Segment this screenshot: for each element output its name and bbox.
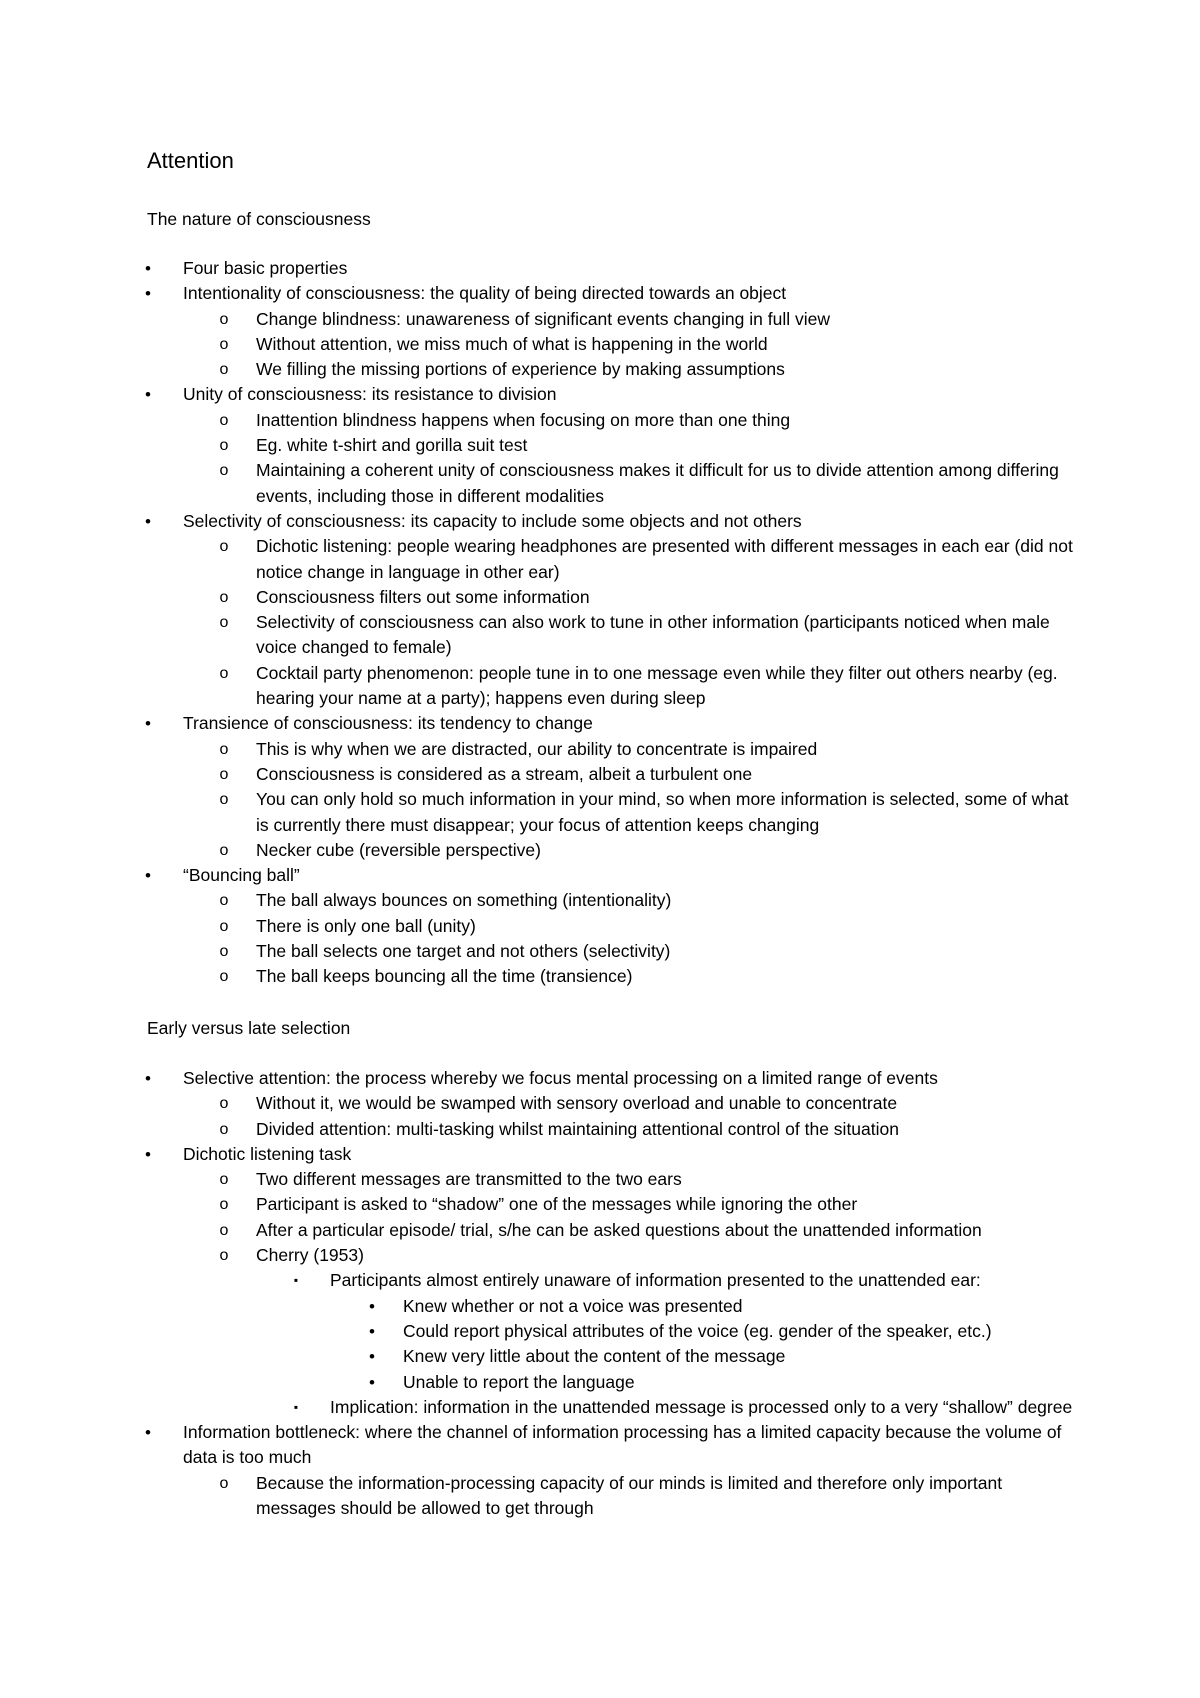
list-item-level-2 bbox=[0, 661, 1200, 712]
bullet-marker-icon: • bbox=[145, 1423, 151, 1443]
list-item-text: Without attention, we miss much of what is happening in the world bbox=[256, 333, 768, 354]
list-item-level-2 bbox=[0, 787, 1200, 838]
list-item-level-2 bbox=[0, 307, 1200, 332]
circle-marker-icon: o bbox=[219, 411, 229, 429]
list-item-text: Cherry (1953) bbox=[256, 1245, 364, 1266]
circle-marker-icon: o bbox=[219, 1095, 229, 1113]
list-item-text: Transience of consciousness: its tendency to change bbox=[183, 713, 593, 734]
list-item-level-1 bbox=[0, 863, 1200, 888]
circle-marker-icon: o bbox=[219, 335, 229, 353]
list-item-text: Unity of consciousness: its resistance to division bbox=[183, 384, 557, 405]
bullet-marker-icon: • bbox=[145, 385, 151, 405]
list-item-text: Change blindness: unawareness of significant events changing in full view bbox=[256, 308, 830, 329]
circle-marker-icon: o bbox=[219, 614, 229, 632]
list-item-text: Participants almost entirely unaware of information presented to the unattended ear: bbox=[330, 1270, 981, 1291]
list-item-text: Dichotic listening task bbox=[183, 1143, 352, 1164]
list-item-level-2 bbox=[0, 1091, 1200, 1116]
list-item-text: Maintaining a coherent unity of consciousness makes it difficult for us to divide attention among differing events, including those in different modalities bbox=[256, 460, 1059, 506]
list-item-text: The ball selects one target and not others (selectivity) bbox=[256, 941, 671, 962]
square-marker-icon: ▪ bbox=[293, 1273, 299, 1288]
list-item-text: There is only one ball (unity) bbox=[256, 915, 476, 936]
list-item-text: Selective attention: the process whereby we focus mental processing on a limited range of events bbox=[183, 1068, 938, 1088]
list-item-text: Cocktail party phenomenon: people tune in to one message even while they filter out others nearby (eg. hearing your name at a party); happens even during sleep bbox=[256, 662, 1058, 709]
bullet-marker-icon: • bbox=[369, 1321, 375, 1341]
list-item-text: Knew whether or not a voice was presented bbox=[403, 1295, 743, 1316]
list-item-text: Implication: information in the unattended message is processed only to a very “shallow” degree bbox=[330, 1396, 1073, 1417]
section-heading-nature-of-consciousness: The nature of consciousness bbox=[147, 209, 371, 229]
list-item-level-1 bbox=[0, 256, 1200, 281]
bullet-marker-icon: • bbox=[145, 1144, 151, 1164]
circle-marker-icon: o bbox=[219, 765, 229, 783]
list-item-level-2 bbox=[0, 762, 1200, 787]
circle-marker-icon: o bbox=[219, 1221, 229, 1239]
circle-marker-icon: o bbox=[219, 943, 229, 961]
list-item-level-2 bbox=[0, 458, 1200, 509]
circle-marker-icon: o bbox=[219, 917, 229, 935]
bullet-marker-icon: • bbox=[369, 1372, 375, 1392]
list-item-level-2 bbox=[0, 610, 1200, 661]
list-item-level-1 bbox=[0, 382, 1200, 407]
list-item-text: Divided attention: multi-tasking whilst maintaining attentional control of the situation bbox=[256, 1118, 899, 1139]
section-heading-early-versus-late-selection: Early versus late selection bbox=[147, 1018, 351, 1038]
list-item-level-4 bbox=[0, 1319, 1200, 1344]
bullet-marker-icon: • bbox=[145, 714, 151, 734]
list-item-text: Inattention blindness happens when focusing on more than one thing bbox=[256, 409, 791, 430]
circle-marker-icon: o bbox=[219, 1171, 229, 1189]
list-item-level-2 bbox=[0, 1192, 1200, 1217]
list-item-text: The ball always bounces on something (intentionality) bbox=[256, 890, 672, 911]
list-item-level-2 bbox=[0, 914, 1200, 939]
list-item-level-4 bbox=[0, 1294, 1200, 1319]
circle-marker-icon: o bbox=[219, 791, 229, 809]
list-item-text: Could report physical attributes of the voice (eg. gender of the speaker, etc.) bbox=[403, 1320, 992, 1341]
list-item-level-1 bbox=[0, 509, 1200, 534]
list-item-text: Consciousness is considered as a stream, albeit a turbulent one bbox=[256, 763, 753, 784]
list-item-text: Participant is asked to “shadow” one of the messages while ignoring the other bbox=[256, 1194, 858, 1215]
list-item-level-2 bbox=[0, 1243, 1200, 1268]
list-item-level-1 bbox=[0, 1066, 1200, 1091]
bullet-list-early-versus-late-selection bbox=[0, 1066, 1200, 1521]
list-item-text: Two different messages are transmitted to the two ears bbox=[256, 1169, 682, 1190]
list-item-text: After a particular episode/ trial, s/he can be asked questions about the unattended information bbox=[256, 1219, 982, 1240]
list-item-text: Without it, we would be swamped with sensory overload and unable to concentrate bbox=[256, 1093, 898, 1114]
list-item-text: We filling the missing portions of experience by making assumptions bbox=[256, 359, 785, 380]
list-item-text: Necker cube (reversible perspective) bbox=[256, 839, 541, 860]
list-item-level-2 bbox=[0, 1117, 1200, 1142]
list-item-level-2 bbox=[0, 1218, 1200, 1243]
list-item-level-2 bbox=[0, 433, 1200, 458]
bullet-marker-icon: • bbox=[145, 866, 151, 886]
list-item-level-2 bbox=[0, 737, 1200, 762]
list-item-level-2 bbox=[0, 357, 1200, 382]
list-item-level-1 bbox=[0, 1420, 1200, 1471]
bullet-marker-icon: • bbox=[145, 511, 151, 531]
list-item-level-4 bbox=[0, 1370, 1200, 1395]
circle-marker-icon: o bbox=[219, 462, 229, 480]
list-item-text: The ball keeps bouncing all the time (transience) bbox=[256, 966, 633, 987]
bullet-marker-icon: • bbox=[369, 1296, 375, 1316]
list-item-level-2 bbox=[0, 534, 1200, 585]
circle-marker-icon: o bbox=[219, 1120, 229, 1138]
list-item-level-4 bbox=[0, 1344, 1200, 1369]
list-item-text: Unable to report the language bbox=[403, 1371, 635, 1392]
list-item-level-3 bbox=[0, 1395, 1200, 1420]
list-item-text: Four basic properties bbox=[183, 258, 348, 278]
circle-marker-icon: o bbox=[219, 1474, 229, 1492]
circle-marker-icon: o bbox=[219, 361, 229, 379]
list-item-level-2 bbox=[0, 964, 1200, 989]
circle-marker-icon: o bbox=[219, 892, 229, 910]
list-item-text: Consciousness filters out some information bbox=[256, 586, 590, 607]
list-item-level-2 bbox=[0, 1167, 1200, 1192]
circle-marker-icon: o bbox=[219, 968, 229, 986]
list-item-text: “Bouncing ball” bbox=[183, 865, 300, 886]
list-item-level-1 bbox=[0, 281, 1200, 306]
circle-marker-icon: o bbox=[219, 310, 229, 328]
circle-marker-icon: o bbox=[219, 841, 229, 859]
list-item-level-2 bbox=[0, 888, 1200, 913]
circle-marker-icon: o bbox=[219, 588, 229, 606]
list-item-text: You can only hold so much information in your mind, so when more information is selected, some of what is currently there must disappear; your focus of attention keeps changing bbox=[256, 789, 1069, 835]
list-item-level-2 bbox=[0, 939, 1200, 964]
list-item-level-2 bbox=[0, 838, 1200, 863]
list-item-text: Information bottleneck: where the channel of information processing has a limited capacity because the volume of data is too much bbox=[183, 1422, 1062, 1468]
list-item-level-2 bbox=[0, 1471, 1200, 1522]
bullet-marker-icon: • bbox=[369, 1347, 375, 1367]
list-item-level-3 bbox=[0, 1268, 1200, 1293]
list-item-text: This is why when we are distracted, our ability to concentrate is impaired bbox=[256, 738, 818, 759]
circle-marker-icon: o bbox=[219, 740, 229, 758]
bullet-marker-icon: • bbox=[145, 284, 151, 304]
circle-marker-icon: o bbox=[219, 1196, 229, 1214]
page-title: Attention bbox=[147, 148, 234, 173]
bullet-list-nature-of-consciousness bbox=[0, 256, 1200, 990]
list-item-level-1 bbox=[0, 711, 1200, 736]
list-item-text: Because the information-processing capacity of our minds is limited and therefore only important messages should be allowed to get through bbox=[256, 1472, 1003, 1519]
square-marker-icon: ▪ bbox=[293, 1399, 299, 1414]
list-item-text: Dichotic listening: people wearing headphones are presented with different messages in each ear (did not notice change in language in other ear) bbox=[256, 536, 1073, 582]
bullet-marker-icon: • bbox=[145, 259, 151, 278]
list-item-text: Knew very little about the content of the message bbox=[403, 1346, 786, 1367]
list-item-level-2 bbox=[0, 332, 1200, 357]
list-item-level-2 bbox=[0, 408, 1200, 433]
list-item-level-2 bbox=[0, 585, 1200, 610]
bullet-marker-icon: • bbox=[145, 1069, 151, 1088]
circle-marker-icon: o bbox=[219, 664, 229, 682]
circle-marker-icon: o bbox=[219, 1247, 229, 1265]
list-item-text: Selectivity of consciousness can also work to tune in other information (participants noticed when male voice changed to female) bbox=[256, 612, 1050, 658]
list-item-text: Selectivity of consciousness: its capacity to include some objects and not others bbox=[183, 510, 802, 531]
list-item-level-1 bbox=[0, 1142, 1200, 1167]
list-item-text: Eg. white t-shirt and gorilla suit test bbox=[256, 435, 528, 456]
circle-marker-icon: o bbox=[219, 538, 229, 556]
list-item-text: Intentionality of consciousness: the quality of being directed towards an object bbox=[183, 283, 787, 304]
circle-marker-icon: o bbox=[219, 437, 229, 455]
